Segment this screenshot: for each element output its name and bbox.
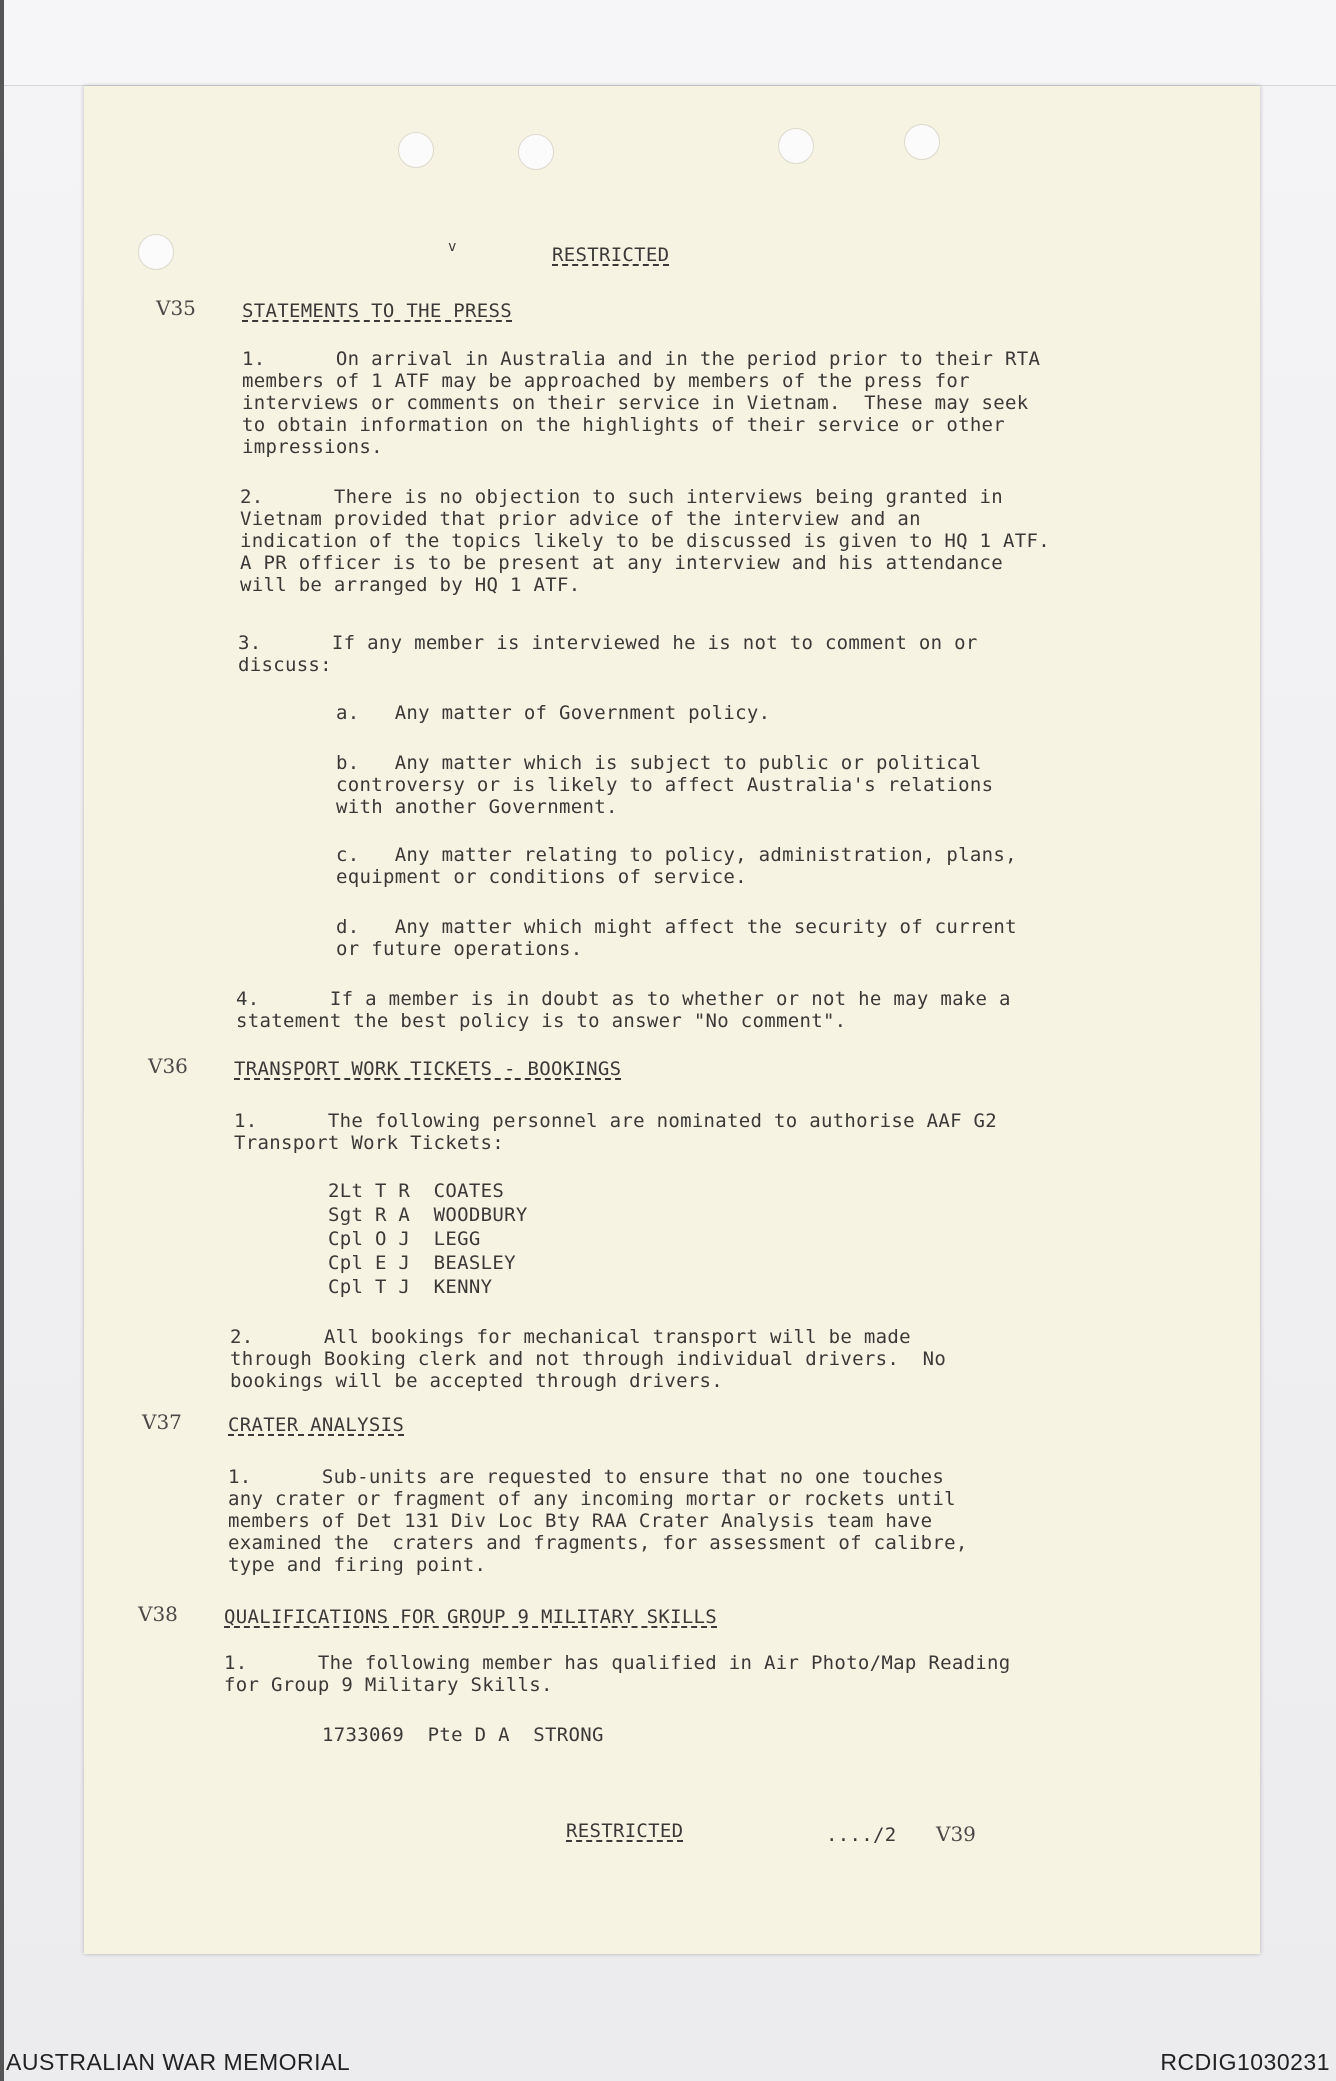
- para-line: discuss:: [238, 654, 332, 676]
- para-line: members of Det 131 Div Loc Bty RAA Crater Analysis team have: [228, 1510, 933, 1532]
- list-line: with another Government.: [336, 796, 618, 818]
- archive-credit: AUSTRALIAN WAR MEMORIAL: [6, 2049, 351, 2075]
- para-line: any crater or fragment of any incoming mortar or rockets until: [228, 1488, 956, 1510]
- para-line: through Booking clerk and not through individual drivers. No: [230, 1348, 947, 1370]
- continuation-mark: ..../2: [826, 1824, 897, 1846]
- section-ref: V35: [156, 296, 196, 320]
- para-line: 4. If a member is in doubt as to whether or not he may make a: [236, 988, 1011, 1010]
- list-line: controversy or is likely to affect Australia's relations: [336, 774, 994, 796]
- section-title: CRATER ANALYSIS: [228, 1414, 405, 1436]
- list-line: c. Any matter relating to policy, administration, plans,: [336, 844, 1017, 866]
- para-line: type and firing point.: [228, 1554, 487, 1576]
- scan-top-margin: [0, 0, 1336, 86]
- qualified-member: 1733069 Pte D A STRONG: [322, 1724, 604, 1746]
- scan-edge: [0, 0, 4, 2081]
- document-page: [84, 86, 1260, 1954]
- para-line: indication of the topics likely to be discussed is given to HQ 1 ATF.: [240, 530, 1050, 552]
- nominee-row: Cpl O J LEGG: [328, 1228, 481, 1250]
- punch-hole: [778, 128, 814, 164]
- punch-hole: [518, 134, 554, 170]
- para-line: Vietnam provided that prior advice of the interview and an: [240, 508, 921, 530]
- para-line: 1. The following member has qualified in Air Photo/Map Reading: [224, 1652, 1011, 1674]
- classification-header: RESTRICTED: [552, 244, 670, 266]
- para-line: A PR officer is to be present at any interview and his attendance: [240, 552, 1004, 574]
- list-line: equipment or conditions of service.: [336, 866, 747, 888]
- section-ref: V37: [142, 1410, 182, 1434]
- list-line: b. Any matter which is subject to public or political: [336, 752, 982, 774]
- para-line: interviews or comments on their service in Vietnam. These may seek: [242, 392, 1029, 414]
- para-line: to obtain information on the highlights of their service or other: [242, 414, 1006, 436]
- para-line: impressions.: [242, 436, 383, 458]
- section-title: TRANSPORT WORK TICKETS - BOOKINGS: [234, 1058, 622, 1080]
- para-line: 1. On arrival in Australia and in the period prior to their RTA: [242, 348, 1041, 370]
- list-line: a. Any matter of Government policy.: [336, 702, 771, 724]
- para-line: bookings will be accepted through drivers.: [230, 1370, 724, 1392]
- punch-hole: [904, 124, 940, 160]
- margin-mark: v: [448, 239, 457, 255]
- classification-footer: RESTRICTED: [566, 1820, 684, 1842]
- para-line: 2. There is no objection to such interviews being granted in: [240, 486, 1004, 508]
- punch-hole: [398, 132, 434, 168]
- para-line: 2. All bookings for mechanical transport will be made: [230, 1326, 911, 1348]
- para-line: for Group 9 Military Skills.: [224, 1674, 553, 1696]
- para-line: examined the craters and fragments, for assessment of calibre,: [228, 1532, 968, 1554]
- para-line: statement the best policy is to answer "No comment".: [236, 1010, 847, 1032]
- list-line: or future operations.: [336, 938, 583, 960]
- section-ref: V36: [148, 1054, 188, 1078]
- archive-identifier: RCDIG1030231: [1160, 2049, 1330, 2075]
- para-line: members of 1 ATF may be approached by members of the press for: [242, 370, 970, 392]
- nominee-row: Sgt R A WOODBURY: [328, 1204, 528, 1226]
- section-ref: V38: [138, 1602, 178, 1626]
- nominee-row: 2Lt T R COATES: [328, 1180, 505, 1202]
- nominee-row: Cpl E J BEASLEY: [328, 1252, 516, 1274]
- para-line: will be arranged by HQ 1 ATF.: [240, 574, 581, 596]
- next-section-ref: V39: [936, 1822, 976, 1846]
- nominee-row: Cpl T J KENNY: [328, 1276, 493, 1298]
- punch-hole: [138, 234, 174, 270]
- para-line: 1. The following personnel are nominated to authorise AAF G2: [234, 1110, 998, 1132]
- list-line: d. Any matter which might affect the security of current: [336, 916, 1017, 938]
- para-line: 3. If any member is interviewed he is not to comment on or: [238, 632, 978, 654]
- para-line: Transport Work Tickets:: [234, 1132, 504, 1154]
- para-line: 1. Sub-units are requested to ensure that no one touches: [228, 1466, 945, 1488]
- section-title: STATEMENTS TO THE PRESS: [242, 300, 512, 322]
- section-title: QUALIFICATIONS FOR GROUP 9 MILITARY SKILLS: [224, 1606, 718, 1628]
